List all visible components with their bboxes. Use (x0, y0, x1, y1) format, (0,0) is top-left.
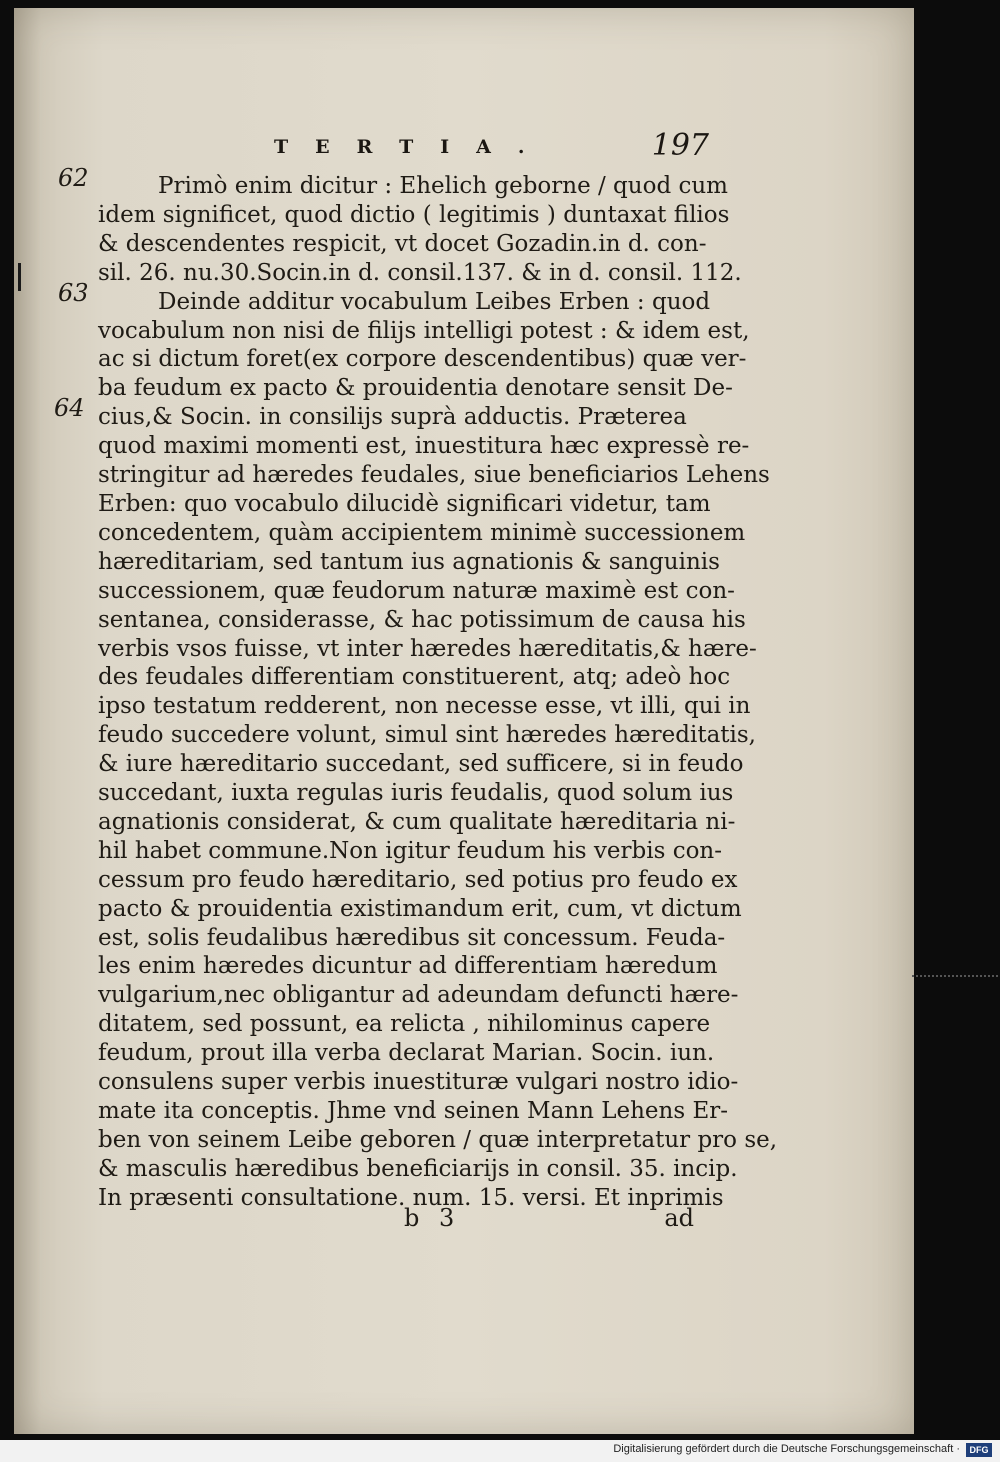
page-edge-mark (18, 263, 21, 291)
text-line: successionem, quæ feudorum naturæ maximè est con- (98, 577, 735, 604)
text-line: vulgarium,nec obligantur ad adeundam defuncti hære- (98, 982, 739, 1009)
text-line: idem significet, quod dictio ( legitimis ) duntaxat filios (98, 201, 730, 228)
text-line: agnationis considerat, & cum qualitate hæreditaria ni- (98, 808, 736, 835)
body-text (98, 172, 778, 1213)
text-line: verbis vsos fuisse, vt inter hæredes hæreditatis,& hære- (98, 635, 757, 662)
text-line: ba feudum ex pacto & prouidentia denotare sensit De- (98, 375, 733, 402)
text-line: succedant, iuxta regulas iuris feudalis, quod solum ius (98, 780, 734, 807)
signature-mark: b 3 (404, 1204, 461, 1232)
text-line: ac si dictum foret(ex corpore descendentibus) quæ ver- (98, 346, 747, 373)
text-line: des feudales differentiam constituerent, atq; adeò hoc (98, 664, 731, 691)
text-line: In præsenti consultatione. num. 15. versi. Et inprimis (98, 1184, 724, 1211)
marginal-number-64: 64 (54, 394, 85, 422)
book-page (14, 8, 914, 1434)
text-line: cius,& Socin. in consilijs suprà adductis. Præterea (98, 404, 687, 431)
marginal-number-62: 62 (58, 164, 89, 192)
credit-bar (0, 1440, 1000, 1462)
page-header (124, 128, 709, 164)
text-line: cessum pro feudo hæreditario, sed potius pro feudo ex (98, 866, 738, 893)
text-line: mate ita conceptis. Jhme vnd seinen Mann Lehens Er- (98, 1098, 729, 1124)
text-line: consulens super verbis inuestituræ vulgari nostro idio- (98, 1069, 739, 1096)
page-footer (404, 1204, 704, 1236)
running-title: TERTIA. (274, 136, 552, 158)
text-line: feudo succedere volunt, simul sint hæredes hæreditatis, (98, 722, 756, 749)
text-line: & descendentes respicit, vt docet Gozadin.in d. con- (98, 230, 707, 257)
text-line: les enim hæredes dicuntur ad differentiam hæredum (98, 953, 718, 980)
text-line: sil. 26. nu.30.Socin.in d. consil.137. & in d. consil. 112. (98, 259, 742, 286)
text-line: sentanea, considerasse, & hac potissimum de causa his (98, 606, 746, 633)
text-line: vocabulum non nisi de filijs intelligi potest : & idem est, (98, 317, 750, 344)
text-line: ditatem, sed possunt, ea relicta , nihilominus capere (98, 1011, 711, 1038)
text-line: concedentem, quàm accipientem minimè successionem (98, 519, 746, 546)
text-line: Deinde additur vocabulum Leibes Erben : quod (158, 288, 711, 315)
text-line: hil habet commune.Non igitur feudum his verbis con- (98, 837, 723, 864)
text-line: est, solis feudalibus hæredibus sit concessum. Feuda- (98, 924, 726, 951)
dfg-logo-icon: DFG (966, 1443, 992, 1457)
text-line: & iure hæreditario succedant, sed sufficere, si in feudo (98, 751, 744, 778)
marginal-number-63: 63 (58, 279, 89, 307)
text-line: hæreditariam, sed tantum ius agnationis & sanguinis (98, 548, 720, 575)
text-line: & masculis hæredibus beneficiarijs in consil. 35. incip. (98, 1155, 738, 1182)
credit-text: Digitalisierung gefördert durch die Deutsche Forschungsgemeinschaft · (613, 1443, 960, 1455)
text-line: pacto & prouidentia existimandum erit, cum, vt dictum (98, 895, 742, 922)
text-line: ipso testatum redderent, non necesse esse, vt illi, qui in (98, 693, 751, 720)
catchword: ad (664, 1204, 694, 1232)
dotted-edge (912, 975, 998, 979)
text-line: stringitur ad hæredes feudales, siue beneficiarios Lehens (98, 462, 770, 489)
text-line: ben von seinem Leibe geboren / quæ interpretatur pro se, (98, 1126, 778, 1153)
text-line: Primò enim dicitur : Ehelich geborne / quod cum (158, 173, 728, 199)
text-line: quod maximi momenti est, inuestitura hæc expressè re- (98, 433, 750, 460)
text-line: feudum, prout illa verba declarat Marian. Socin. iun. (98, 1040, 715, 1067)
text-line: Erben: quo vocabulo dilucidè significari videtur, tam (98, 490, 711, 517)
page-number: 197 (651, 128, 709, 163)
